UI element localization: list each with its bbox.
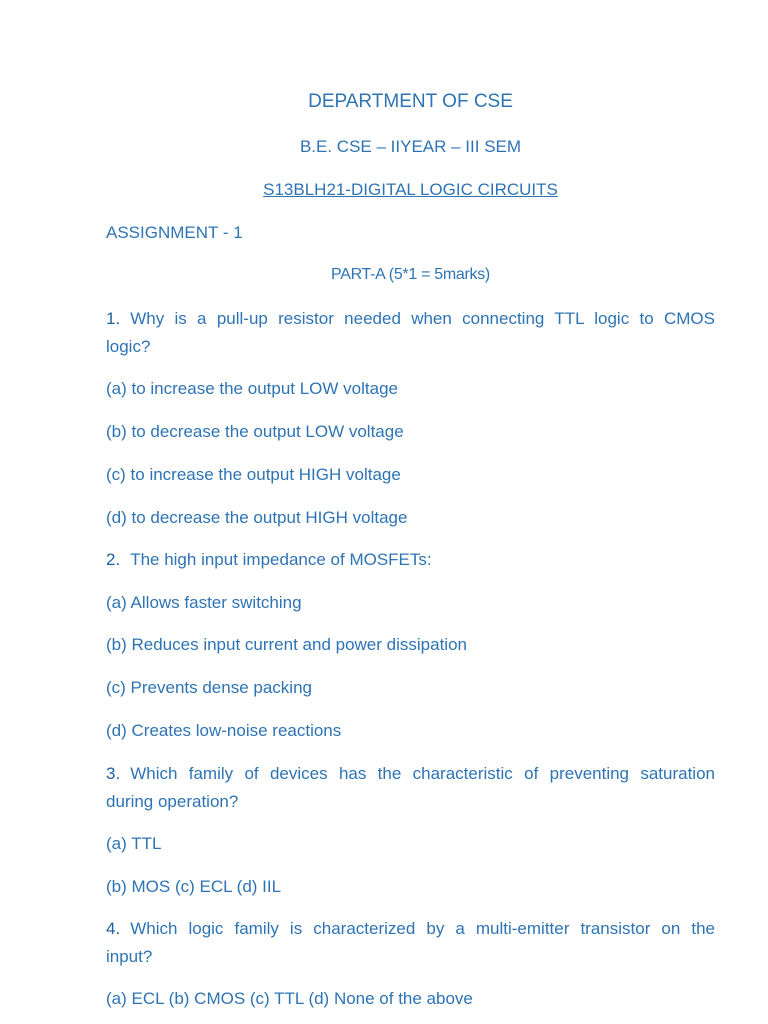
question-text: The high input impedance of MOSFETs: — [130, 550, 432, 569]
option-1d: (d) to decrease the output HIGH voltage — [106, 508, 408, 527]
option-1b: (b) to decrease the output LOW voltage — [106, 422, 404, 441]
option-2a: (a) Allows faster switching — [106, 593, 302, 612]
option-3bcd: (b) MOS (c) ECL (d) IIL — [106, 877, 282, 896]
option-1c: (c) to increase the output HIGH voltage — [106, 465, 401, 484]
question-3-continuation: during operation? — [106, 792, 239, 811]
subject-heading: S13BLH21-DIGITAL LOGIC CIRCUITS — [263, 180, 558, 199]
part-heading: PART-A (5*1 = 5marks) — [331, 266, 490, 283]
question-number: 2. — [106, 550, 121, 569]
question-4 — [106, 915, 715, 943]
department-heading: DEPARTMENT OF CSE — [308, 91, 513, 112]
question-2 — [106, 546, 432, 574]
option-2d: (d) Creates low-noise reactions — [106, 721, 342, 740]
question-number: 3. — [106, 764, 121, 783]
assignment-heading: ASSIGNMENT - 1 — [106, 223, 243, 242]
option-2c: (c) Prevents dense packing — [106, 678, 312, 697]
option-2b: (b) Reduces input current and power dissipation — [106, 635, 467, 654]
option-3a: (a) TTL — [106, 834, 162, 853]
question-text: Which logic family is characterized by a multi-emitter transistor on the — [130, 919, 715, 938]
question-1 — [106, 305, 715, 333]
course-heading: B.E. CSE – IIYEAR – III SEM — [299, 137, 522, 156]
question-number: 1. — [106, 309, 121, 328]
question-3 — [106, 760, 715, 788]
question-text: Why is a pull-up resistor needed when connecting TTL logic to CMOS — [130, 309, 715, 328]
option-1a: (a) to increase the output LOW voltage — [106, 379, 398, 398]
question-number: 4. — [106, 919, 121, 938]
question-text: Which family of devices has the characteristic of preventing saturation — [130, 764, 715, 783]
option-4abcd: (a) ECL (b) CMOS (c) TTL (d) None of the above — [106, 989, 473, 1008]
question-4-continuation: input? — [106, 947, 153, 966]
question-1-continuation: logic? — [106, 337, 151, 356]
